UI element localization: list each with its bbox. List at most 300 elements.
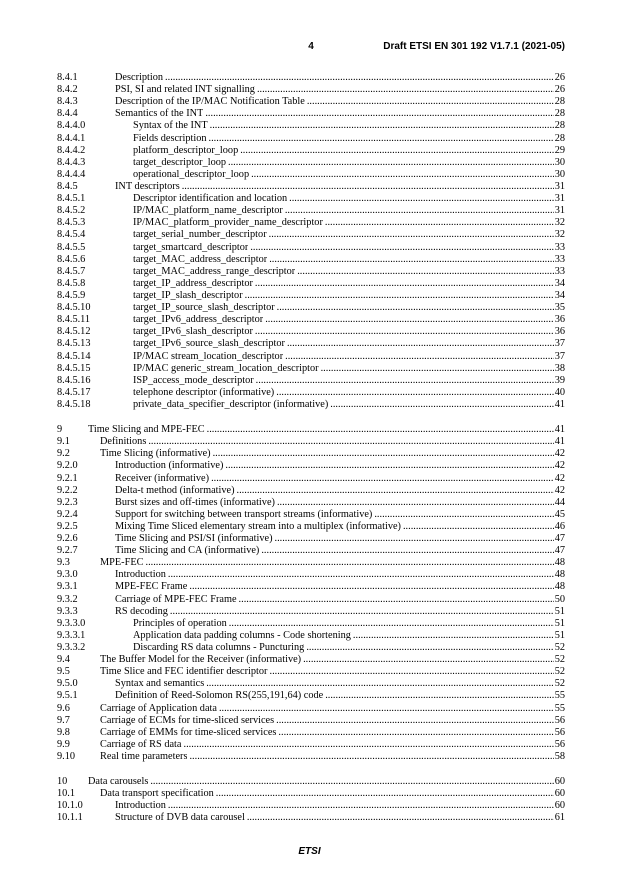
- toc-entry-number: 8.4.3: [57, 96, 78, 108]
- toc-entry-title: IP/MAC_platform_name_descriptor: [133, 205, 283, 217]
- toc-dot-leader: [285, 351, 554, 363]
- toc-dot-leader: [213, 448, 554, 460]
- toc-entry-page: 36: [554, 326, 565, 338]
- toc-entry-number: 9: [57, 424, 63, 436]
- toc-entry-title: MPE-FEC Frame: [115, 581, 188, 593]
- toc-dot-leader: [269, 229, 554, 241]
- toc-entry-title: target_IPv6_address_descriptor: [133, 314, 264, 326]
- toc-entry-number: 9.2.5: [57, 520, 78, 532]
- toc-entry[interactable]: [57, 436, 565, 448]
- toc-entry[interactable]: [57, 812, 565, 824]
- toc-entry-title: Real time parameters: [100, 751, 188, 763]
- toc-entry[interactable]: [57, 375, 565, 387]
- toc-dot-leader: [247, 812, 554, 824]
- footer-label: ETSI: [298, 846, 321, 857]
- toc-entry[interactable]: [57, 302, 565, 314]
- toc-entry-number: 9.3.3: [57, 605, 78, 617]
- toc-entry-page: 58: [554, 751, 565, 763]
- toc-entry-title: Time Slice and FEC identifier descriptor: [100, 666, 268, 678]
- toc-dot-leader: [265, 314, 553, 326]
- toc-entry-title: Data carousels: [88, 776, 149, 788]
- toc-entry[interactable]: [57, 545, 565, 557]
- toc-entry-number: 8.4.4.1: [57, 132, 86, 144]
- toc-entry[interactable]: [57, 485, 565, 497]
- toc-dot-leader: [325, 690, 554, 702]
- toc-entry-number: 9.1: [57, 436, 70, 448]
- toc-entry-number: 8.4.5.18: [57, 398, 91, 410]
- toc-entry-title: Definitions: [100, 436, 147, 448]
- toc-entry-number: 8.4.5.14: [57, 350, 91, 362]
- toc-entry-page: 42: [554, 472, 565, 484]
- toc-dot-leader: [165, 72, 554, 84]
- toc-entry-page: 56: [554, 714, 565, 726]
- toc-entry-title: target_IP_source_slash_descriptor: [133, 302, 275, 314]
- toc-entry[interactable]: [57, 618, 565, 630]
- toc-entry-title: Carriage of RS data: [100, 738, 182, 750]
- toc-entry[interactable]: [57, 242, 565, 254]
- toc-entry-title: platform_descriptor_loop: [133, 144, 239, 156]
- toc-entry-title: Syntax of the INT: [133, 120, 208, 132]
- toc-entry-title: Mixing Time Sliced elementary stream into a multiplex (informative): [115, 520, 401, 532]
- toc-entry-number: 9.5.0: [57, 678, 78, 690]
- toc-dot-leader: [374, 509, 553, 521]
- toc-dot-leader: [239, 594, 554, 606]
- toc-entry[interactable]: [57, 254, 565, 266]
- toc-entry[interactable]: [57, 533, 565, 545]
- toc-dot-leader: [289, 193, 554, 205]
- toc-dot-leader: [210, 120, 554, 132]
- toc-dot-leader: [205, 108, 553, 120]
- toc-entry-page: 40: [554, 386, 565, 398]
- toc-entry-title: Application data padding columns - Code shortening: [133, 629, 351, 641]
- toc-entry-page: 39: [554, 374, 565, 386]
- toc-entry-title: target_serial_number_descriptor: [133, 229, 267, 241]
- toc-entry-number: 8.4.4.3: [57, 156, 86, 168]
- toc-dot-leader: [251, 169, 554, 181]
- toc-entry[interactable]: [57, 642, 565, 654]
- toc-entry-title: Carriage of Application data: [100, 702, 217, 714]
- toc-entry-page: 32: [554, 217, 565, 229]
- toc-entry-number: 9.4: [57, 654, 70, 666]
- toc-dot-leader: [276, 387, 553, 399]
- toc-entry-number: 9.2.0: [57, 460, 78, 472]
- toc-dot-leader: [216, 788, 554, 800]
- toc-dot-leader: [275, 533, 554, 545]
- toc-entry-title: Semantics of the INT: [115, 108, 204, 120]
- toc-entry[interactable]: [57, 776, 565, 788]
- toc-entry-number: 8.4.5.13: [57, 338, 91, 350]
- toc-dot-leader: [255, 278, 554, 290]
- toc-entry-number: 10.1.1: [57, 812, 83, 824]
- toc-entry-title: Carriage of ECMs for time-sliced services: [100, 714, 275, 726]
- toc-entry-title: Carriage of MPE-FEC Frame: [115, 593, 237, 605]
- toc-entry[interactable]: [57, 217, 565, 229]
- toc-entry-page: 55: [554, 702, 565, 714]
- toc-entry-page: 60: [554, 776, 565, 788]
- toc-dot-leader: [168, 569, 554, 581]
- toc-entry[interactable]: [57, 497, 565, 509]
- toc-entry-title: IP/MAC generic_stream_location_descriptor: [133, 362, 319, 374]
- toc-entry-number: 8.4.5.1: [57, 193, 86, 205]
- toc-entry-page: 56: [554, 726, 565, 738]
- toc-entry-title: target_MAC_address_descriptor: [133, 253, 268, 265]
- toc-entry-page: 41: [554, 436, 565, 448]
- toc-entry[interactable]: [57, 314, 565, 326]
- toc-entry-page: 34: [554, 289, 565, 301]
- toc-entry-title: Burst sizes and off-times (informative): [115, 496, 275, 508]
- toc-entry-page: 31: [554, 193, 565, 205]
- toc-entry-page: 51: [554, 629, 565, 641]
- toc-entry[interactable]: [57, 521, 565, 533]
- toc-entry-page: 48: [554, 557, 565, 569]
- toc-entry[interactable]: [57, 278, 565, 290]
- toc-entry-number: 9.3.3.2: [57, 642, 86, 654]
- toc-entry-number: 9.2.3: [57, 496, 78, 508]
- toc-entry[interactable]: [57, 666, 565, 678]
- page-footer: [0, 846, 619, 857]
- toc-entry-number: 8.4.5.2: [57, 205, 86, 217]
- toc-entry-title: Delta-t method (informative): [115, 484, 235, 496]
- toc-entry[interactable]: [57, 727, 565, 739]
- toc-entry-number: 8.4.5.11: [57, 314, 91, 326]
- toc-entry-number: 9.5: [57, 666, 70, 678]
- toc-entry-page: 60: [554, 800, 565, 812]
- toc-entry-number: 9.2.1: [57, 472, 78, 484]
- toc-entry-number: 8.4.5.10: [57, 302, 91, 314]
- toc-dot-leader: [228, 157, 554, 169]
- toc-entry-title: ISP_access_mode_descriptor: [133, 374, 254, 386]
- toc-entry-title: Fields description: [133, 132, 207, 144]
- toc-entry-title: Introduction: [115, 569, 166, 581]
- toc-dot-leader: [257, 84, 554, 96]
- toc-entry-number: 10: [57, 776, 68, 788]
- toc-entry-title: IP/MAC_platform_provider_name_descriptor: [133, 217, 323, 229]
- toc-entry-title: Description: [115, 72, 164, 83]
- toc-entry-number: 9.2.6: [57, 533, 78, 545]
- toc-entry-number: 8.4.5.17: [57, 386, 91, 398]
- toc-entry-number: 9.3.3.0: [57, 617, 86, 629]
- toc-entry-number: 9.7: [57, 714, 70, 726]
- toc-dot-leader: [211, 473, 554, 485]
- toc-entry-page: 42: [554, 484, 565, 496]
- toc-entry[interactable]: [57, 460, 565, 472]
- toc-entry[interactable]: [57, 581, 565, 593]
- toc-entry[interactable]: [57, 72, 565, 84]
- toc-entry-title: private_data_specifier_descriptor (informative): [133, 398, 329, 410]
- toc-entry-page: 30: [554, 156, 565, 168]
- toc-entry-page: 51: [554, 605, 565, 617]
- toc-entry-number: 9.3.1: [57, 581, 78, 593]
- toc-dot-leader: [237, 485, 554, 497]
- toc-entry-page: 26: [554, 84, 565, 96]
- toc-entry-page: 34: [554, 277, 565, 289]
- toc-entry[interactable]: [57, 108, 565, 120]
- toc-entry-title: MPE-FEC: [100, 557, 144, 569]
- toc-dot-leader: [189, 581, 553, 593]
- toc-dot-leader: [353, 630, 554, 642]
- toc-entry[interactable]: [57, 739, 565, 751]
- toc-entry[interactable]: [57, 715, 565, 727]
- toc-entry-number: 8.4.5.9: [57, 289, 86, 301]
- toc-dot-leader: [285, 205, 554, 217]
- toc-entry-number: 8.4.5: [57, 180, 78, 192]
- toc-dot-leader: [225, 460, 553, 472]
- toc-entry-page: 50: [554, 593, 565, 605]
- toc-entry[interactable]: [57, 157, 565, 169]
- toc-entry-page: 47: [554, 533, 565, 545]
- toc-entry[interactable]: [57, 630, 565, 642]
- toc-entry-number: 9.3: [57, 557, 70, 569]
- toc-entry-title: Structure of DVB data carousel: [115, 812, 245, 824]
- toc-entry-page: 60: [554, 788, 565, 800]
- toc-entry-page: 45: [554, 508, 565, 520]
- toc-entry-number: 8.4.2: [57, 84, 78, 96]
- toc-dot-leader: [303, 654, 554, 666]
- toc-entry-number: 9.2.4: [57, 508, 78, 520]
- toc-entry-page: 52: [554, 666, 565, 678]
- toc-entry-number: 9.2: [57, 448, 70, 460]
- toc-entry-page: 46: [554, 520, 565, 532]
- toc-entry-number: 9.3.0: [57, 569, 78, 581]
- toc-entry[interactable]: [57, 363, 565, 375]
- toc-entry-number: 8.4.5.3: [57, 217, 86, 229]
- toc-entry-page: 38: [554, 362, 565, 374]
- toc-dot-leader: [307, 96, 554, 108]
- toc-entry[interactable]: [57, 338, 565, 350]
- toc-entry[interactable]: [57, 96, 565, 108]
- toc-entry-number: 8.4.4: [57, 108, 78, 120]
- toc-entry-number: 9.8: [57, 726, 70, 738]
- toc-dot-leader: [276, 715, 554, 727]
- toc-entry-page: 28: [554, 96, 565, 108]
- toc-entry-title: Descriptor identification and location: [133, 193, 288, 205]
- toc-dot-leader: [297, 266, 553, 278]
- toc-dot-leader: [209, 133, 554, 145]
- toc-entry-page: 48: [554, 581, 565, 593]
- toc-entry[interactable]: [57, 800, 565, 812]
- toc-entry-page: 48: [554, 569, 565, 581]
- toc-entry-number: 8.4.5.8: [57, 277, 86, 289]
- toc-dot-leader: [240, 145, 553, 157]
- toc-dot-leader: [287, 338, 554, 350]
- toc-dot-leader: [321, 363, 554, 375]
- toc-entry-number: 8.4.5.7: [57, 265, 86, 277]
- toc-entry-title: Introduction (informative): [115, 460, 224, 472]
- toc-entry-number: 8.4.5.16: [57, 374, 91, 386]
- toc-entry-page: 31: [554, 205, 565, 217]
- toc-entry-title: RS decoding: [115, 605, 168, 617]
- toc-entry-title: target_IPv6_source_slash_descriptor: [133, 338, 285, 350]
- toc-entry[interactable]: [57, 205, 565, 217]
- toc-entry-title: Principles of operation: [133, 617, 227, 629]
- toc-dot-leader: [250, 242, 553, 254]
- toc-entry-page: 42: [554, 460, 565, 472]
- toc-list: [57, 72, 565, 825]
- toc-entry-number: 9.3.3.1: [57, 629, 86, 641]
- toc-entry-number: 8.4.4.4: [57, 168, 86, 180]
- toc-entry[interactable]: [57, 606, 565, 618]
- toc-dot-leader: [255, 326, 554, 338]
- toc-entry-title: telephone descriptor (informative): [133, 386, 275, 398]
- toc-dot-leader: [146, 557, 554, 569]
- toc-dot-leader: [182, 181, 554, 193]
- toc-entry[interactable]: [57, 703, 565, 715]
- toc-entry[interactable]: [57, 84, 565, 96]
- toc-entry[interactable]: [57, 145, 565, 157]
- toc-entry-page: 28: [554, 132, 565, 144]
- toc-dot-leader: [168, 800, 554, 812]
- toc-entry[interactable]: [57, 678, 565, 690]
- toc-entry-number: 8.4.1: [57, 72, 78, 83]
- toc-entry-title: Time Slicing (informative): [100, 448, 211, 460]
- toc-entry-number: 9.2.2: [57, 484, 78, 496]
- toc-entry-title: target_IPv6_slash_descriptor: [133, 326, 253, 338]
- toc-entry[interactable]: [57, 690, 565, 702]
- toc-entry-page: 41: [554, 424, 565, 436]
- toc-dot-leader: [325, 217, 554, 229]
- toc-entry[interactable]: [57, 351, 565, 363]
- toc-entry-page: 28: [554, 108, 565, 120]
- toc-entry-title: target_IP_slash_descriptor: [133, 289, 243, 301]
- toc-entry-number: 8.4.4.0: [57, 120, 86, 132]
- toc-dot-leader: [261, 545, 553, 557]
- toc-entry-title: IP/MAC stream_location_descriptor: [133, 350, 284, 362]
- toc-entry-number: 9.10: [57, 751, 76, 763]
- toc-entry-number: 9.2.7: [57, 545, 78, 557]
- toc-entry-page: 52: [554, 642, 565, 654]
- toc-entry-title: INT descriptors: [115, 180, 180, 192]
- toc-entry[interactable]: [57, 509, 565, 521]
- toc-entry[interactable]: [57, 788, 565, 800]
- toc-entry-title: Discarding RS data columns - Puncturing: [133, 642, 305, 654]
- toc-dot-leader: [269, 254, 553, 266]
- toc-entry-page: 56: [554, 738, 565, 750]
- toc-dot-leader: [150, 776, 553, 788]
- toc-entry-title: Data transport specification: [100, 788, 214, 800]
- toc-dot-leader: [256, 375, 554, 387]
- toc-entry-title: target_smartcard_descriptor: [133, 241, 249, 253]
- toc-entry-title: Syntax and semantics: [115, 678, 205, 690]
- toc-entry[interactable]: [57, 133, 565, 145]
- toc-entry-page: 36: [554, 314, 565, 326]
- toc-entry-number: 8.4.4.2: [57, 144, 86, 156]
- toc-entry-page: 29: [554, 144, 565, 156]
- toc-entry-page: 37: [554, 350, 565, 362]
- toc-entry[interactable]: [57, 266, 565, 278]
- toc-entry-title: Definition of Reed-Solomon RS(255,191,64) code: [115, 690, 324, 702]
- toc-entry[interactable]: [57, 120, 565, 132]
- toc-entry-page: 33: [554, 265, 565, 277]
- toc-entry-page: 55: [554, 690, 565, 702]
- toc-entry[interactable]: [57, 181, 565, 193]
- toc-entry-title: target_descriptor_loop: [133, 156, 227, 168]
- toc-entry[interactable]: [57, 290, 565, 302]
- toc-entry-number: 9.5.1: [57, 690, 78, 702]
- toc-entry-page: 44: [554, 496, 565, 508]
- toc-entry-number: 8.4.5.4: [57, 229, 86, 241]
- toc-entry-title: Time Slicing and PSI/SI (informative): [115, 533, 273, 545]
- toc-entry[interactable]: [57, 229, 565, 241]
- toc-entry-page: 51: [554, 617, 565, 629]
- toc-entry-number: 9.6: [57, 702, 70, 714]
- toc-entry-page: 33: [554, 241, 565, 253]
- toc-entry-page: 32: [554, 229, 565, 241]
- toc-entry-page: 52: [554, 678, 565, 690]
- toc-entry-number: 8.4.5.5: [57, 241, 86, 253]
- toc-dot-leader: [277, 497, 554, 509]
- toc-dot-leader: [207, 424, 554, 436]
- toc-entry-page: 26: [554, 72, 565, 83]
- toc-entry[interactable]: [57, 473, 565, 485]
- toc-entry-title: operational_descriptor_loop: [133, 168, 250, 180]
- toc-entry-page: 41: [554, 398, 565, 410]
- toc-dot-leader: [219, 703, 554, 715]
- toc-dot-leader: [229, 618, 554, 630]
- toc-entry-title: Support for switching between transport streams (informative): [115, 508, 373, 520]
- toc-entry-number: 9.9: [57, 738, 70, 750]
- toc-entry[interactable]: [57, 654, 565, 666]
- toc-entry[interactable]: [57, 193, 565, 205]
- toc-entry-title: PSI, SI and related INT signalling: [115, 84, 255, 96]
- header-page-number: 4: [308, 41, 314, 52]
- toc-dot-leader: [189, 751, 553, 763]
- toc-entry-title: Time Slicing and MPE-FEC: [88, 424, 205, 436]
- toc-entry[interactable]: [57, 399, 565, 411]
- toc-entry-page: 33: [554, 253, 565, 265]
- toc-entry[interactable]: [57, 448, 565, 460]
- toc-entry[interactable]: [57, 569, 565, 581]
- toc-entry-title: The Buffer Model for the Receiver (informative): [100, 654, 302, 666]
- toc-entry-page: 30: [554, 168, 565, 180]
- header-doc-title: Draft ETSI EN 301 192 V1.7.1 (2021-05): [383, 41, 565, 52]
- toc-entry-page: 31: [554, 180, 565, 192]
- toc-entry[interactable]: [57, 169, 565, 181]
- toc-entry-title: target_IP_address_descriptor: [133, 277, 253, 289]
- toc-entry-page: 47: [554, 545, 565, 557]
- toc-entry-number: 9.3.2: [57, 593, 78, 605]
- page-header: [57, 41, 565, 54]
- toc-dot-leader: [184, 739, 554, 751]
- toc-dot-leader: [170, 606, 554, 618]
- toc-entry[interactable]: [57, 387, 565, 399]
- toc-entry-page: 35: [554, 302, 565, 314]
- toc-entry-title: Time Slicing and CA (informative): [115, 545, 260, 557]
- toc-entry[interactable]: [57, 751, 565, 763]
- toc-entry[interactable]: [57, 594, 565, 606]
- toc-entry[interactable]: [57, 326, 565, 338]
- toc-entry-number: 10.1: [57, 788, 76, 800]
- toc-dot-leader: [278, 727, 553, 739]
- toc-dot-leader: [148, 436, 553, 448]
- toc-entry-number: 8.4.5.15: [57, 362, 91, 374]
- toc-entry-title: Description of the IP/MAC Notification Table: [115, 96, 305, 108]
- toc-dot-leader: [270, 666, 554, 678]
- toc-entry-page: 28: [554, 120, 565, 132]
- toc-entry[interactable]: [57, 424, 565, 436]
- toc-entry-title: target_MAC_address_range_descriptor: [133, 265, 296, 277]
- toc-dot-leader: [245, 290, 554, 302]
- toc-dot-leader: [403, 521, 554, 533]
- toc-dot-leader: [277, 302, 554, 314]
- toc-dot-leader: [306, 642, 553, 654]
- toc-entry[interactable]: [57, 557, 565, 569]
- toc-entry-page: 52: [554, 654, 565, 666]
- toc-entry-page: 37: [554, 338, 565, 350]
- toc-entry-page: 42: [554, 448, 565, 460]
- toc-entry-title: Carriage of EMMs for time-sliced services: [100, 726, 277, 738]
- toc-entry-number: 10.1.0: [57, 800, 83, 812]
- toc-entry-page: 61: [554, 812, 565, 824]
